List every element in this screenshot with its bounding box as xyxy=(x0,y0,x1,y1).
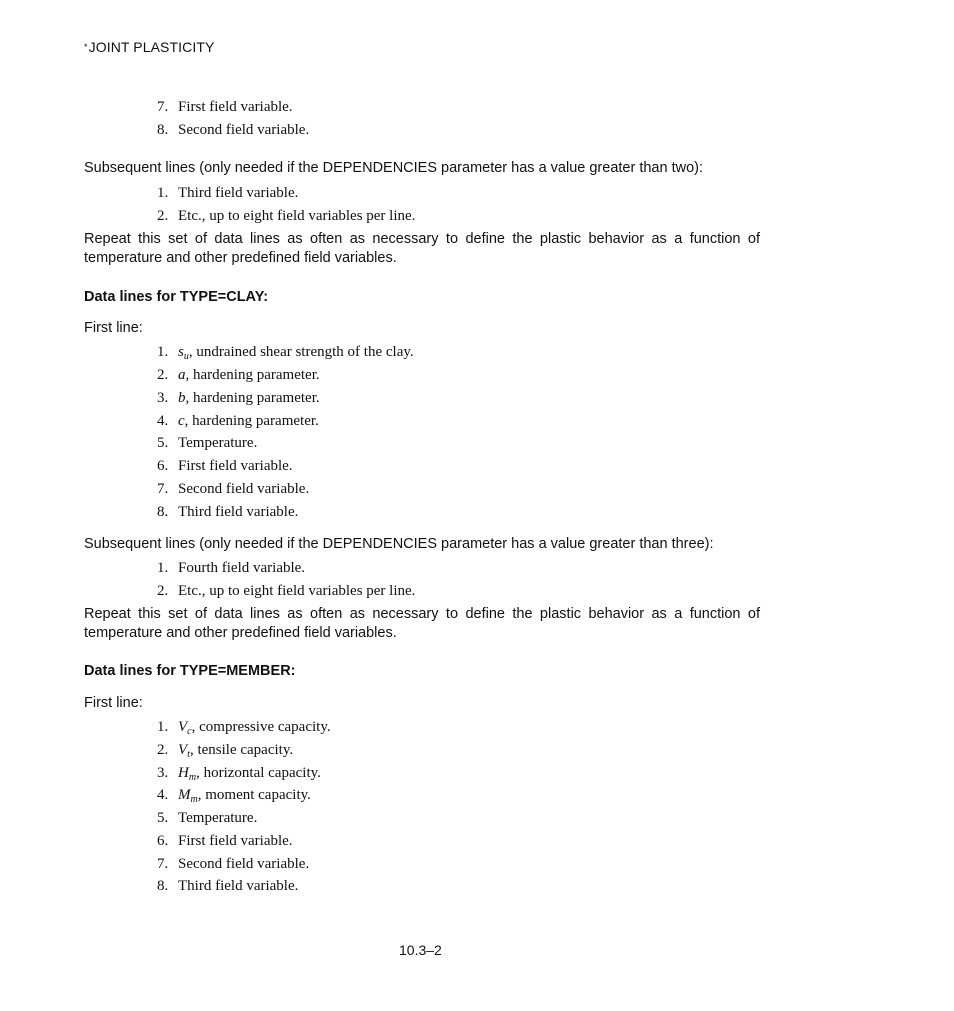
first-line-label: First line: xyxy=(84,695,143,711)
list-item-number: 7. xyxy=(157,856,169,872)
list-item xyxy=(157,458,293,475)
math-symbol: H xyxy=(178,765,189,781)
list-item xyxy=(157,810,257,827)
list-item-text: , moment capacity. xyxy=(197,787,311,803)
math-subscript: u xyxy=(183,351,189,362)
list-item-text: Third field variable. xyxy=(178,185,299,201)
math-symbol: V xyxy=(178,719,188,735)
repeat-paragraph: Repeat this set of data lines as often as necessary to define the plastic behavior as a function of temperature and other predefined field variables. xyxy=(84,606,760,641)
list-item-number: 1. xyxy=(157,719,169,735)
math-symbol: c xyxy=(178,413,185,429)
list-item-number: 2. xyxy=(157,742,169,758)
list-item xyxy=(157,413,319,430)
list-item-number: 7. xyxy=(157,99,169,115)
list-item-text: Third field variable. xyxy=(178,504,299,520)
page-number: 10.3–2 xyxy=(399,942,442,958)
section-heading-clay: Data lines for TYPE=CLAY: xyxy=(84,289,269,305)
list-item-text: Temperature. xyxy=(178,435,258,451)
list-item-number: 2. xyxy=(157,208,169,224)
list-item-number: 8. xyxy=(157,878,169,894)
list-item-text: , tensile capacity. xyxy=(189,742,294,758)
list-item xyxy=(157,742,293,759)
math-subscript: c xyxy=(187,726,192,737)
list-item-text: First field variable. xyxy=(178,833,293,849)
list-item-number: 2. xyxy=(157,583,169,599)
list-item-number: 4. xyxy=(157,413,169,429)
section-heading-member: Data lines for TYPE=MEMBER: xyxy=(84,663,296,679)
first-line-label: First line: xyxy=(84,320,143,336)
list-item-number: 5. xyxy=(157,810,169,826)
list-item-number: 2. xyxy=(157,367,169,383)
list-item-text: Etc., up to eight field variables per line. xyxy=(178,208,416,224)
list-item-text: , undrained shear strength of the clay. xyxy=(188,344,414,360)
list-item xyxy=(157,208,415,225)
subsequent-lines-intro: Subsequent lines (only needed if the DEPENDENCIES parameter has a value greater than two): xyxy=(84,160,704,176)
list-item xyxy=(157,99,293,116)
list-item-number: 8. xyxy=(157,122,169,138)
list-item xyxy=(157,122,309,139)
list-item xyxy=(157,435,257,452)
list-item xyxy=(157,504,298,521)
math-symbol: a xyxy=(178,367,186,383)
list-item-text: Second field variable. xyxy=(178,481,310,497)
list-item xyxy=(157,833,293,850)
list-item-number: 3. xyxy=(157,390,169,406)
list-item xyxy=(157,878,298,895)
list-item-text: Etc., up to eight field variables per line. xyxy=(178,583,416,599)
list-item-text: Fourth field variable. xyxy=(178,560,306,576)
math-subscript: t xyxy=(187,749,190,760)
list-item-number: 6. xyxy=(157,458,169,474)
running-head-title: JOINT PLASTICITY xyxy=(88,39,215,55)
list-item-number: 1. xyxy=(157,344,169,360)
list-item xyxy=(157,344,414,361)
list-item-text: , hardening parameter. xyxy=(184,413,319,429)
list-item xyxy=(157,583,415,600)
math-symbol: M xyxy=(178,787,191,803)
list-item xyxy=(157,856,309,873)
list-item xyxy=(157,185,298,202)
subsequent-lines-intro: Subsequent lines (only needed if the DEPENDENCIES parameter has a value greater than three): xyxy=(84,536,714,552)
keyword-star-mark: * xyxy=(84,42,88,52)
list-item-number: 7. xyxy=(157,481,169,497)
list-item-number: 4. xyxy=(157,787,169,803)
list-item-number: 8. xyxy=(157,504,169,520)
list-item-number: 1. xyxy=(157,560,169,576)
list-item-text: First field variable. xyxy=(178,99,293,115)
math-symbol: b xyxy=(178,390,186,406)
list-item xyxy=(157,367,320,384)
list-item-text: , compressive capacity. xyxy=(191,719,331,735)
list-item-number: 5. xyxy=(157,435,169,451)
list-item-text: , hardening parameter. xyxy=(185,367,320,383)
list-item xyxy=(157,390,320,407)
list-item-text: , horizontal capacity. xyxy=(196,765,321,781)
list-item-number: 3. xyxy=(157,765,169,781)
math-subscript: m xyxy=(190,794,198,805)
list-item-text: Temperature. xyxy=(178,810,258,826)
list-item xyxy=(157,765,321,782)
math-symbol: V xyxy=(178,742,188,758)
list-item-text: First field variable. xyxy=(178,458,293,474)
running-head xyxy=(84,39,214,55)
list-item xyxy=(157,719,331,736)
list-item xyxy=(157,481,309,498)
list-item xyxy=(157,787,311,804)
repeat-paragraph: Repeat this set of data lines as often as necessary to define the plastic behavior as a function of temperature and other predefined field variables. xyxy=(84,231,760,266)
list-item-text: , hardening parameter. xyxy=(185,390,320,406)
list-item-text: Second field variable. xyxy=(178,856,310,872)
list-item-text: Second field variable. xyxy=(178,122,310,138)
list-item-number: 6. xyxy=(157,833,169,849)
list-item-text: Third field variable. xyxy=(178,878,299,894)
math-subscript: m xyxy=(188,772,197,783)
list-item-number: 1. xyxy=(157,185,169,201)
list-item xyxy=(157,560,305,577)
math-symbol: s xyxy=(178,344,184,360)
